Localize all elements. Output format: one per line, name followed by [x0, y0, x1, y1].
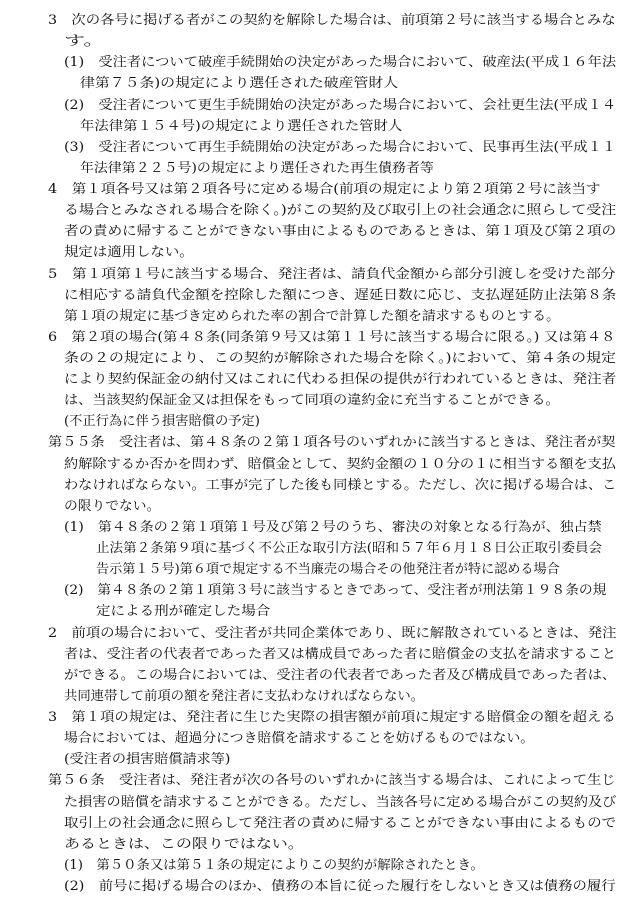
text-line: 共同連帯して前項の額を発注者に支払わなければならない。	[64, 688, 425, 704]
text-line: 者の責めに帰することができない事由によるものであるときは、第１項及び第２項の	[64, 224, 617, 240]
text-line: により契約保証金の納付又はこれに代わる担保の提供が行われているときは、発注者	[64, 372, 617, 388]
text-line: 年法律第１５４号)の規定により選任された管財人	[80, 118, 403, 134]
text-line: 第１項の規定に基づき定められた率の割合で計算した額を請求するものとする。	[64, 308, 560, 324]
text-line: 律第７５条)の規定により選任された破産管財人	[80, 76, 399, 92]
text-line: (2) 受注者について更生手続開始の決定があった場合において、会社更生法(平成１４	[64, 97, 617, 113]
text-line: (1) 第４８条の２第１項第１号及び第２号のうち、審決の対象となる行為が、独占禁	[64, 519, 602, 535]
text-line: (2) 第４８条の２第１項第３号に該当するときであって、受注者が刑法第１９８条の規	[64, 583, 607, 599]
text-line: 3 次の各号に掲げる者がこの契約を解除した場合は、前項第２号に該当する場合とみな	[48, 13, 616, 28]
text-line: 年法律第２２５号)の規定により選任された再生債務者等	[80, 160, 434, 176]
text-line: 2 前項の場合において、受注者が共同企業体であり、既に解散されているときは、発注	[48, 625, 617, 641]
text-line: 場合においては、超過分につき賠償を請求することを妨げるものではない。	[64, 731, 535, 747]
section-heading: (不正行為に伴う損害賠償の予定)	[64, 414, 260, 430]
text-line: (3) 受注者について再生手続開始の決定があった場合において、民事再生法(平成１１	[64, 139, 617, 155]
section-heading: (受注者の損害賠償請求等)	[64, 752, 231, 768]
text-line: の限りでない。	[64, 498, 161, 514]
text-line: あるときは、この限りではない。	[64, 836, 304, 852]
text-line: 規定は適用しない。	[64, 245, 194, 261]
text-line: 3 第１項の規定は、発注者に生じた実際の損害額が前項に規定する賠償金の額を超える	[48, 710, 616, 725]
text-line: (2) 前号に掲げる場合のほか、債務の本旨に従った履行をしないとき又は債務の履行	[64, 879, 616, 894]
text-line: 4 第１項各号又は第２項各号に定める場合(前項の規定により第２項第２号に該当す	[48, 182, 601, 197]
text-line: 第５６条 受注者は、発注者が次の各号のいずれかに該当する場合は、これによって生じ	[48, 773, 616, 789]
text-line: 約解除するか否かを問わず、賠償金として、契約金額の１０分の１に相当する額を支払	[64, 456, 616, 472]
text-line: 5 第１項第１号に該当する場合、発注者は、請負代金額から部分引渡しを受けた部分	[48, 266, 616, 282]
text-line: 告示第１５号)第６項で規定する不当廉売の場合その他発注者が特に認める場合	[96, 562, 560, 578]
text-line: わなければならない。工事が完了した後も同様とする。ただし、次に掲げる場合は、こ	[64, 477, 617, 493]
text-line: 第５５条 受注者は、第４８条の２第１項各号のいずれかに該当するときは、発注者が契	[48, 435, 616, 451]
text-line: 止法第２条第９項に基づく不公正な取引方法(昭和５７年６月１８日公正取引委員会	[96, 541, 603, 556]
text-line: ができる。この場合においては、受注者の代表者であった者及び構成員であった者は、	[64, 667, 617, 683]
text-line: す。	[64, 34, 105, 50]
text-line: 取引上の社会通念に照らして発注者の責めに帰することができない事由によるもので	[64, 815, 617, 831]
text-line: 6 第２項の場合(第４８条(同条第９号又は第１１号に該当する場合に限る。) 又は第４８	[48, 329, 616, 345]
text-line: に相応する請負代金額を控除した額につき、遅延日数に応じ、支払遅延防止法第８条	[64, 287, 617, 303]
text-line: た損害の賠償を請求することができる。ただし、当該各号に定める場合がこの契約及び	[64, 794, 617, 810]
text-line: 条の２の規定により、この契約が解除された場合を除く。)において、第４条の規定	[64, 351, 616, 366]
text-line: は、当該契約保証金又は担保をもって同項の違約金に充当することができる。	[64, 393, 560, 409]
text-line: (1) 受注者について破産手続開始の決定があった場合において、破産法(平成１６年法	[64, 55, 617, 71]
text-line: (1) 第５０条又は第５１条の規定によりこの契約が解除されたとき。	[64, 857, 484, 873]
text-line: る場合とみなされる場合を除く。)がこの契約及び取引上の社会通念に照らして受注	[64, 203, 617, 219]
text-line: 者は、受注者の代表者であった者又は構成員であった者に賠償金の支払を請求すること	[64, 646, 617, 662]
text-line: 定による刑が確定した場合	[96, 604, 271, 620]
